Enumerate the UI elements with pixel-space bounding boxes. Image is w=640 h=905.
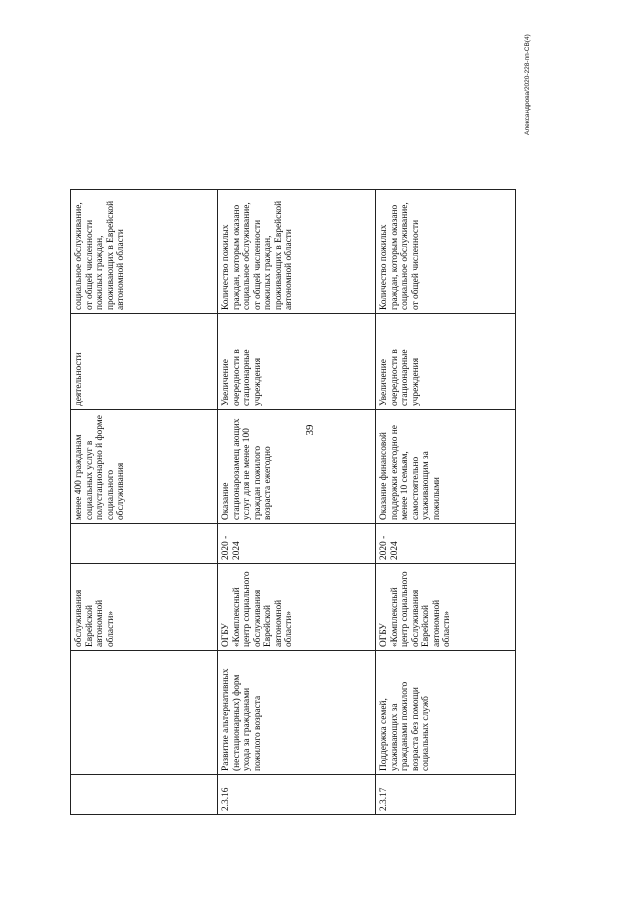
indicator-cell: Количество пожилых граждан, которым оказано социальное обслуживание, от общей численности — [376, 190, 516, 314]
table-row — [376, 190, 516, 815]
executor-cell: ОГБУ «Комплексный центр социального обслуживания Еврейской автономной области» — [376, 564, 516, 651]
activity-name-cell: Развитие альтернативных (нестационарных) форм ухода за гражданами пожилого возраста — [218, 651, 376, 775]
result-cell: Увеличение очередности в стационарные учреждения — [218, 314, 376, 410]
action-cell: Оказание финансовой поддержки ежегодно не менее 10 семьям, самостоятельно ухаживающим за пожилыми — [376, 410, 516, 524]
row-number-cell: 2.3.16 — [218, 775, 376, 815]
indicator-cell: Количество пожилых граждан, которым оказано социальное обслуживание, от общей численности пожилых граждан, проживающих в Еврейской автономной области — [218, 190, 376, 314]
row-number-cell: 2.3.17 — [376, 775, 516, 815]
result-cell: Увеличение очередности в стационарные учреждения — [376, 314, 516, 410]
executor-cell: ОГБУ «Комплексный центр социального обслуживания Еврейской автономной области» — [218, 564, 376, 651]
indicator-cell: социальное обслуживание, от общей численности пожилых граждан, проживающих в Еврейской автономной области — [71, 190, 218, 314]
row-number-cell — [71, 775, 218, 815]
rotated-table-wrapper — [70, 190, 515, 815]
activity-name-cell: Поддержка семей, ухаживающих за гражданами пожилого возраста без помощи социальных служб — [376, 651, 516, 775]
document-code: Александрова/2020-228-пп-СВ(4) — [524, 34, 531, 135]
table-row — [71, 190, 218, 815]
period-cell — [71, 524, 218, 564]
action-cell: Оказание стационарозамещ ающих услуг для не менее 100 граждан пожилого возраста ежегодно — [218, 410, 376, 524]
page-number: 39 — [304, 424, 316, 436]
activity-name-cell — [71, 651, 218, 775]
result-cell: деятельности — [71, 314, 218, 410]
executor-cell: обслуживания Еврейской автономной области» — [71, 564, 218, 651]
period-cell: 2020 - 2024 — [376, 524, 516, 564]
program-activities-table — [70, 189, 516, 815]
period-cell: 2020 - 2024 — [218, 524, 376, 564]
table-row — [218, 190, 376, 815]
action-cell: менее 400 гражданам социальных услуг в полустационарно й форме социального обслуживания — [71, 410, 218, 524]
